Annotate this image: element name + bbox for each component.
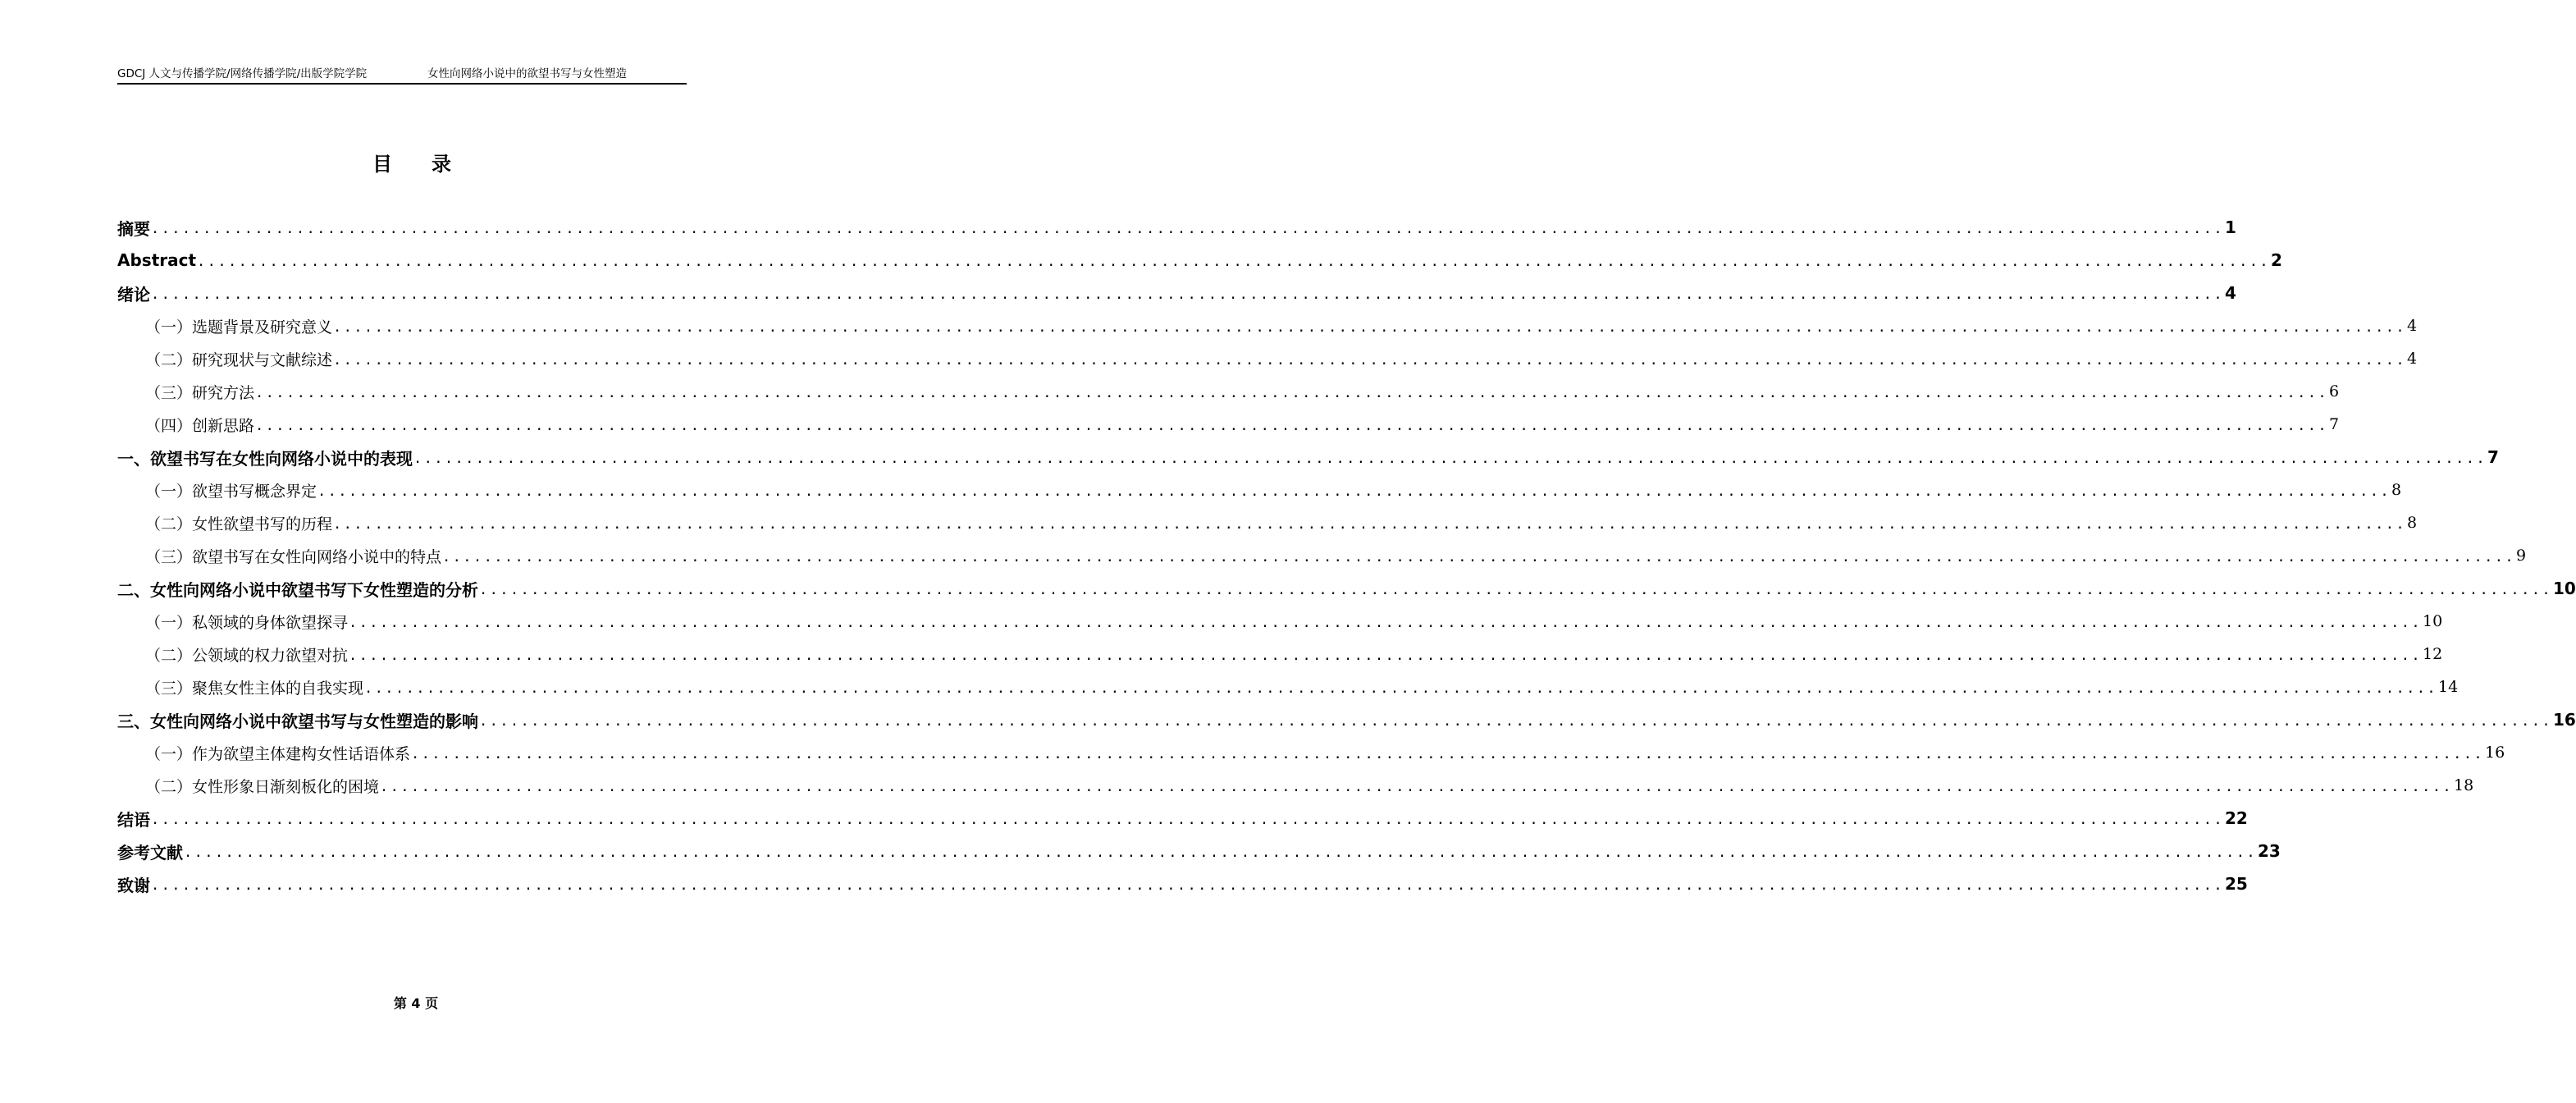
toc-leader-dots: ........................................................................................................................................................................................................	[151, 221, 2224, 237]
toc-entry-label: 研究现状与文献综述	[192, 350, 333, 369]
toc-entry-label: 二、女性向网络小说中欲望书写下女性塑造的分析	[117, 579, 478, 600]
toc-entry-label: 女性形象日渐刻板化的困境	[192, 777, 380, 796]
toc-entry-page: 7	[2329, 415, 2340, 433]
toc-leader-dots: ........................................................................................................................................................................................................	[151, 877, 2224, 894]
toc-entry-label: 公领域的权力欲望对抗	[192, 646, 349, 665]
toc-entry[interactable]	[117, 867, 2248, 900]
running-header	[117, 64, 687, 82]
toc-leader-dots: ........................................................................................................................................................................................................	[151, 286, 2224, 303]
toc-entry-number: （二）	[145, 350, 193, 369]
toc-entry-number: （二）	[145, 646, 193, 665]
toc-entry-number: （一）	[145, 482, 193, 501]
toc-entry-page: 7	[2487, 447, 2499, 467]
toc-leader-dots: ........................................................................................................................................................................................................	[413, 451, 2487, 467]
toc-entry-label: 聚焦女性主体的自我实现	[192, 679, 364, 698]
toc-entry-page: 14	[2438, 678, 2459, 696]
toc-entry[interactable]	[117, 572, 2576, 605]
toc-entry[interactable]	[117, 835, 2281, 867]
toc-entry-number: （二）	[145, 777, 193, 796]
toc-entry-number: （四）	[145, 416, 193, 435]
toc-leader-dots: ........................................................................................................................................................................................................	[411, 746, 2485, 762]
toc-entry-label: 摘要	[117, 218, 150, 239]
header-thesis-title: 女性向网络小说中的欲望书写与女性塑造	[427, 67, 627, 80]
toc-entry[interactable]	[117, 342, 2418, 375]
header-rule	[117, 83, 687, 85]
toc-entry-number: （三）	[145, 383, 193, 402]
toc-entry[interactable]	[117, 309, 2418, 342]
toc-leader-dots: ........................................................................................................................................................................................................	[184, 844, 2257, 861]
toc-entry-page: 9	[2516, 547, 2527, 565]
toc-entry-page: 12	[2423, 645, 2443, 663]
toc-leader-dots: ........................................................................................................................................................................................................	[197, 254, 2271, 270]
toc-title-char-2: 录	[432, 153, 451, 176]
toc-entry-number: （三）	[145, 547, 193, 566]
toc-entry[interactable]	[117, 539, 2527, 572]
toc-entry-label: 女性欲望书写的历程	[192, 515, 333, 533]
toc-entry-page: 18	[2454, 776, 2474, 794]
toc-entry-page: 16	[2552, 710, 2576, 730]
toc-entry-label: 一、欲望书写在女性向网络小说中的表现	[117, 448, 413, 469]
toc-entry-number: （一）	[145, 613, 193, 632]
toc-entry-page: 2	[2271, 250, 2282, 270]
toc-entry-page: 4	[2407, 350, 2418, 368]
toc-leader-dots: ........................................................................................................................................................................................................	[364, 680, 2438, 697]
toc-entry-label: 创新思路	[192, 416, 255, 435]
toc-entry[interactable]	[117, 736, 2505, 769]
toc-entry[interactable]	[117, 506, 2418, 539]
toc-entry-page: 10	[2552, 579, 2576, 598]
toc-leader-dots: ........................................................................................................................................................................................................	[333, 352, 2407, 368]
toc-entry-page: 8	[2391, 481, 2402, 499]
header-institution: GDCJ 人文与传播学院/网络传播学院/出版学院学院	[117, 67, 368, 80]
toc-entry-label: 欲望书写在女性向网络小说中的特点	[192, 547, 442, 566]
toc-title	[0, 148, 824, 176]
toc-leader-dots: ........................................................................................................................................................................................................	[151, 812, 2224, 828]
toc-entry[interactable]	[117, 408, 2340, 441]
toc-entry-number: （一）	[145, 318, 193, 336]
toc-entry-number: （三）	[145, 679, 193, 698]
toc-entry-label: 致谢	[117, 875, 150, 895]
toc-entry[interactable]	[117, 638, 2443, 670]
toc-entry-number: （二）	[145, 515, 193, 533]
toc-entry-label: 研究方法	[192, 383, 255, 402]
toc-entry[interactable]	[117, 244, 2282, 277]
toc-entry-label: 作为欲望主体建构女性话语体系	[192, 744, 411, 763]
toc-entry-label: Abstract	[117, 250, 197, 270]
toc-entry[interactable]	[117, 802, 2248, 835]
toc-leader-dots: ........................................................................................................................................................................................................	[255, 385, 2329, 401]
toc-entry-page: 4	[2224, 283, 2236, 303]
toc-leader-dots: ........................................................................................................................................................................................................	[349, 615, 2423, 631]
toc-entry[interactable]	[117, 474, 2402, 506]
toc-entry-page: 10	[2423, 612, 2443, 630]
toc-entry-label: 参考文献	[117, 842, 183, 863]
toc-entry-number: （一）	[145, 744, 193, 763]
toc-title-char-1: 目	[372, 153, 392, 176]
toc-entry-page: 22	[2224, 808, 2248, 828]
toc-entry[interactable]	[117, 769, 2474, 802]
toc-entry-page: 23	[2257, 841, 2281, 861]
toc-entry-label: 私领域的身体欲望探寻	[192, 613, 349, 632]
toc-entry-label: 选题背景及研究意义	[192, 318, 333, 336]
toc-entry[interactable]	[117, 441, 2499, 474]
page-number-footer: 第 4 页	[393, 995, 439, 1011]
toc-entry-page: 16	[2485, 744, 2505, 762]
toc-entry-page: 8	[2407, 514, 2418, 532]
toc-entry-page: 1	[2224, 217, 2236, 237]
toc-leader-dots: ........................................................................................................................................................................................................	[349, 648, 2423, 664]
toc-entry[interactable]	[117, 277, 2236, 309]
toc-leader-dots: ........................................................................................................................................................................................................	[442, 549, 2516, 565]
toc-entry-page: 6	[2329, 382, 2340, 400]
toc-entry-label: 绪论	[117, 284, 150, 304]
toc-entry-page: 25	[2224, 874, 2248, 894]
toc-leader-dots: ........................................................................................................................................................................................................	[255, 418, 2329, 434]
toc-leader-dots: ........................................................................................................................................................................................................	[333, 319, 2407, 336]
toc-entry[interactable]	[117, 670, 2459, 703]
toc-leader-dots: ........................................................................................................................................................................................................	[479, 582, 2552, 598]
toc-leader-dots: ........................................................................................................................................................................................................	[380, 779, 2454, 795]
toc-entry[interactable]	[117, 703, 2576, 736]
toc-entry[interactable]	[117, 605, 2443, 638]
toc-entry[interactable]	[117, 375, 2340, 408]
toc-leader-dots: ........................................................................................................................................................................................................	[479, 713, 2552, 730]
toc-leader-dots: ........................................................................................................................................................................................................	[317, 483, 2391, 500]
table-of-contents	[117, 211, 2576, 900]
toc-entry-label: 结语	[117, 809, 150, 830]
toc-leader-dots: ........................................................................................................................................................................................................	[333, 516, 2407, 533]
toc-entry[interactable]	[117, 211, 2236, 244]
toc-entry-page: 4	[2407, 317, 2418, 335]
toc-entry-label: 三、女性向网络小说中欲望书写与女性塑造的影响	[117, 711, 478, 731]
toc-entry-label: 欲望书写概念界定	[192, 482, 317, 501]
